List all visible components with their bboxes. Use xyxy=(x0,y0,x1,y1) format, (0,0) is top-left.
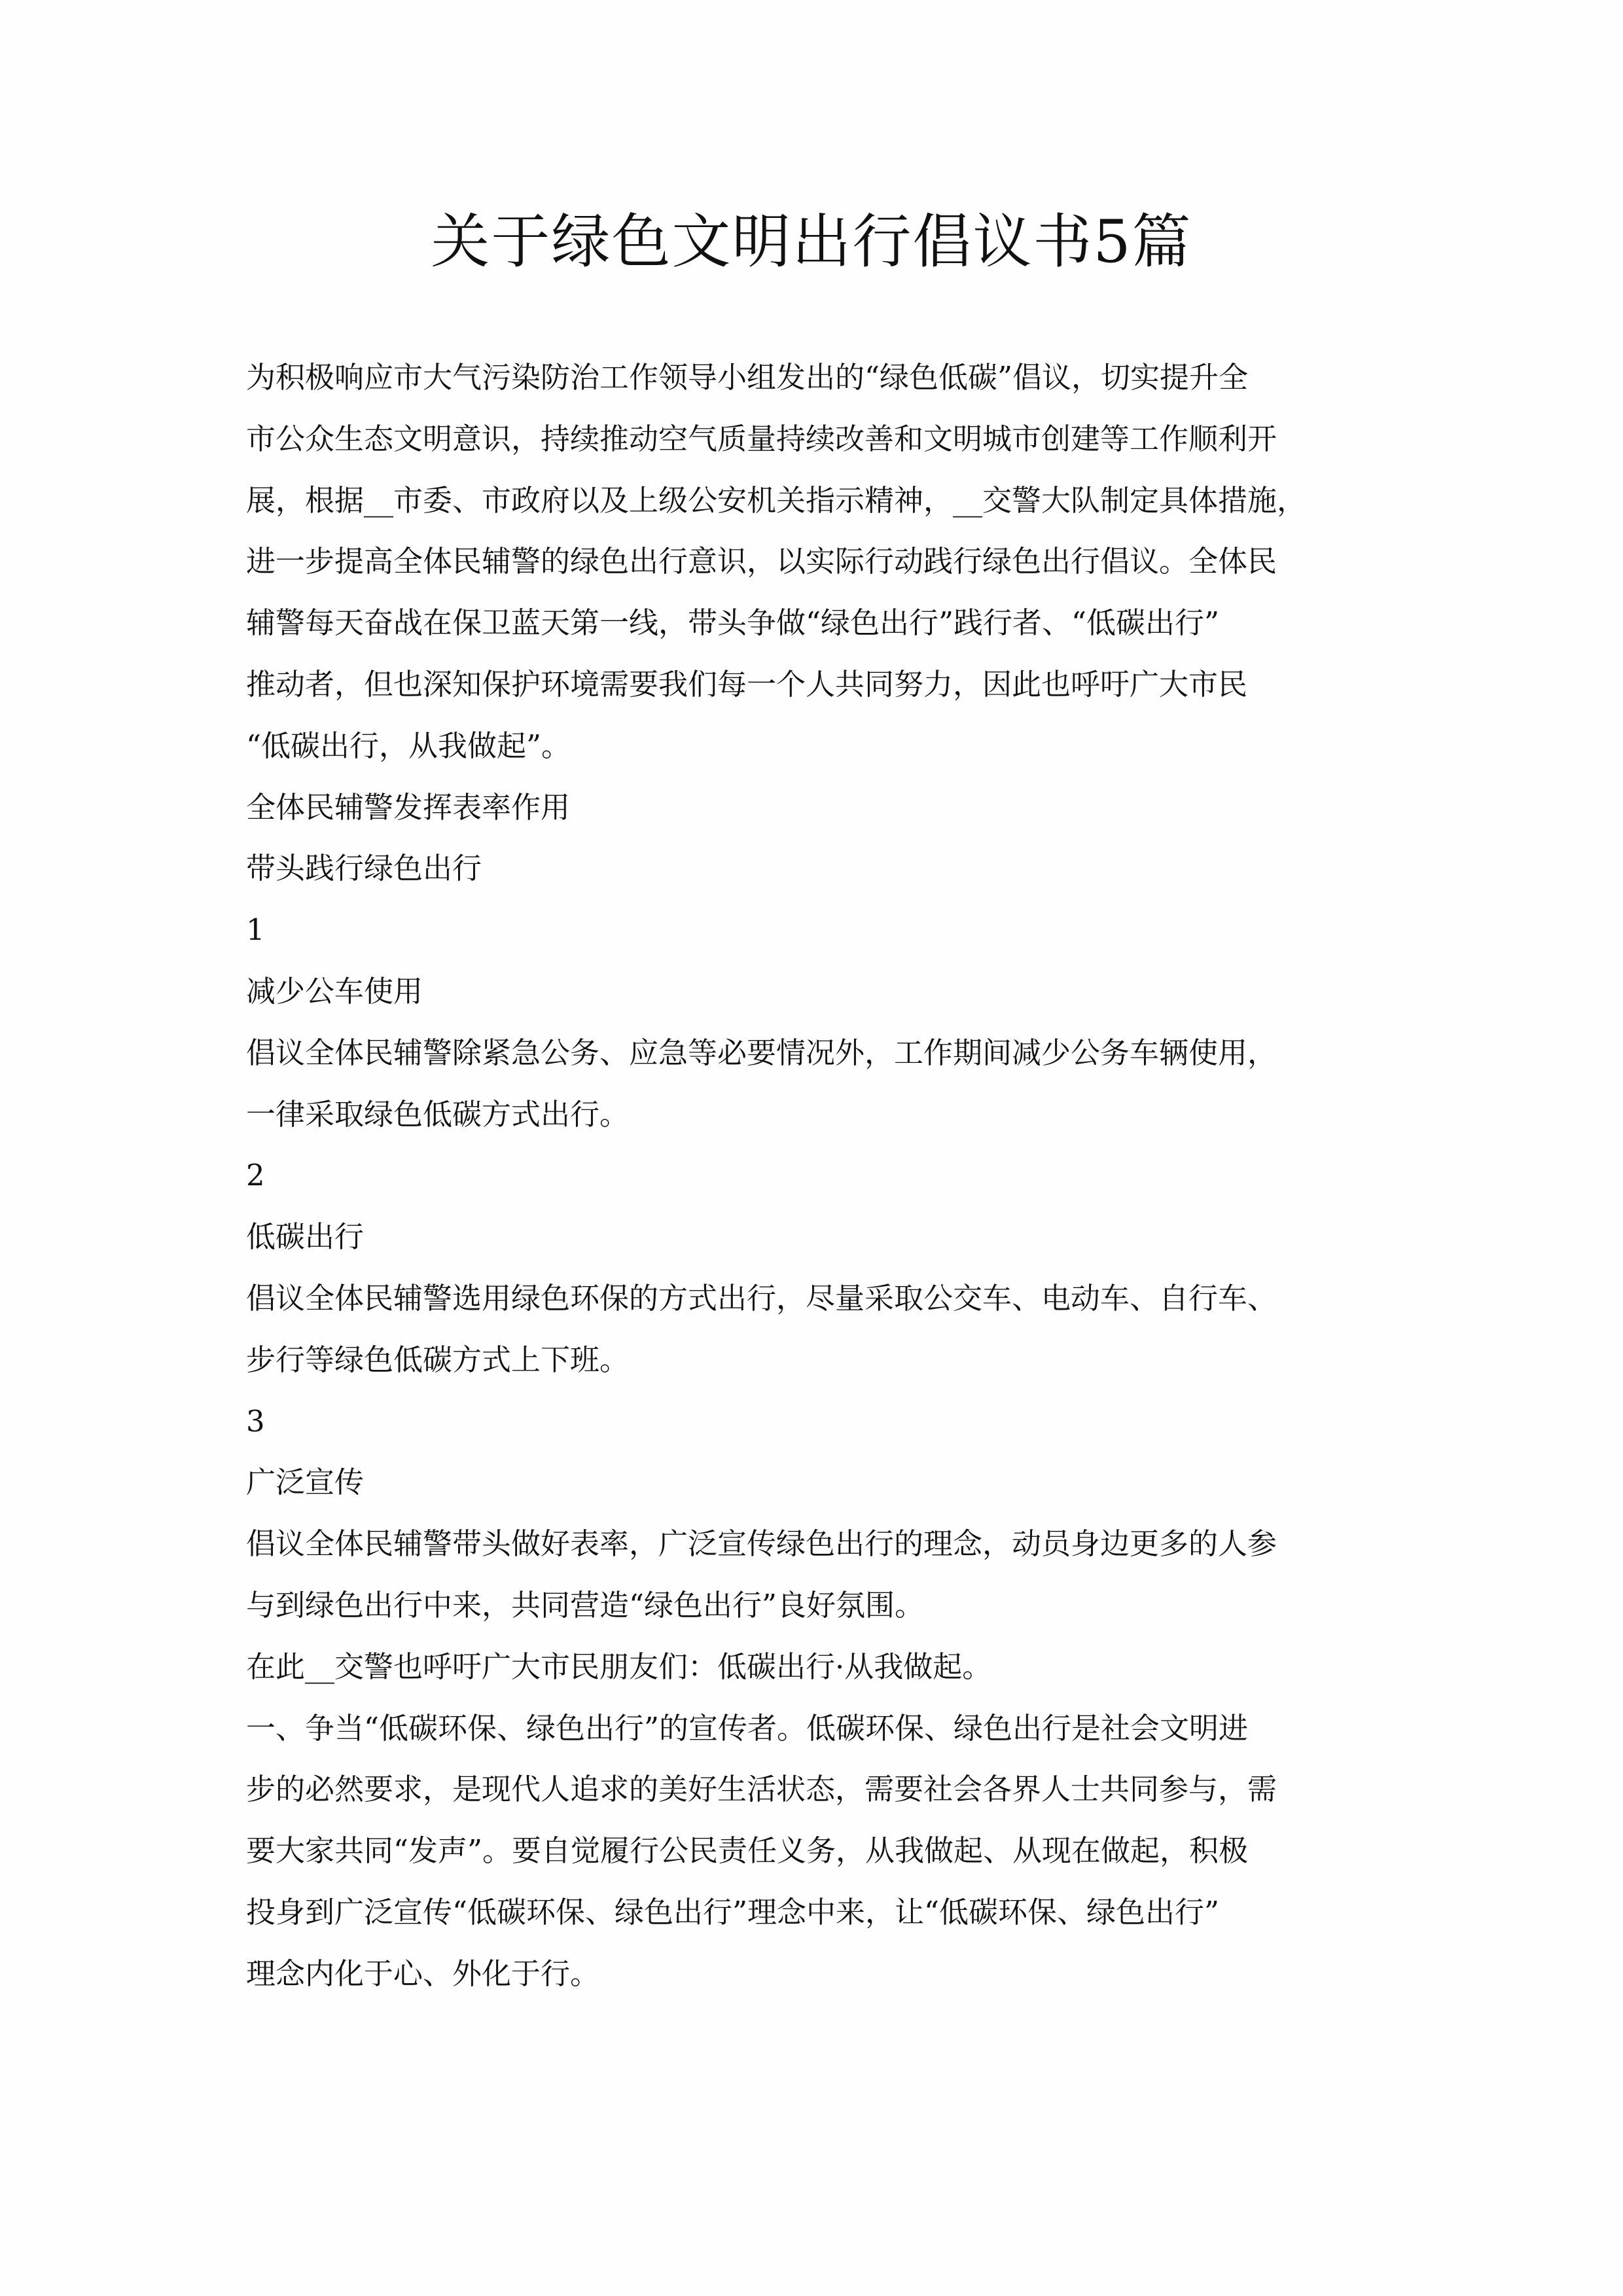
item-heading: 减少公车使用 xyxy=(246,973,423,1009)
paragraph-line: 与到绿色出行中来，共同营造“绿色出行”良好氛围。 xyxy=(246,1587,925,1623)
paragraph-line: “低碳出行，从我做起”。 xyxy=(246,728,571,763)
item-heading: 低碳出行 xyxy=(246,1219,365,1255)
document-body xyxy=(246,347,1391,2005)
document-title: 关于绿色文明出行倡议书5篇 xyxy=(431,207,1192,276)
item-number: 3 xyxy=(246,1403,265,1439)
paragraph-line: 进一步提高全体民辅警的绿色出行意识，以实际行动践行绿色出行倡议。全体民 xyxy=(246,544,1277,579)
section-subheading: 带头践行绿色出行 xyxy=(246,851,482,886)
paragraph-line: 投身到广泛宣传“低碳环保、绿色出行”理念中来，让“低碳环保、绿色出行” xyxy=(246,1894,1220,1929)
paragraph-line: 在此__交警也呼吁广大市民朋友们：低碳出行·从我做起。 xyxy=(246,1649,992,1684)
item-heading: 广泛宣传 xyxy=(246,1465,365,1500)
item-number: 1 xyxy=(246,912,265,948)
paragraph-line: 倡议全体民辅警带头做好表率，广泛宣传绿色出行的理念，动员身边更多的人参 xyxy=(246,1526,1277,1562)
paragraph-line: 理念内化于心、外化于行。 xyxy=(246,1956,600,1991)
paragraph-line: 辅警每天奋战在保卫蓝天第一线，带头争做“绿色出行”践行者、“低碳出行” xyxy=(246,605,1220,641)
section-heading: 全体民辅警发挥表率作用 xyxy=(246,789,571,825)
paragraph-line: 一律采取绿色低碳方式出行。 xyxy=(246,1096,630,1132)
paragraph-line: 为积极响应市大气污染防治工作领导小组发出的“绿色低碳”倡议，切实提升全 xyxy=(246,360,1249,395)
paragraph-line: 要大家共同“发声”。要自觉履行公民责任义务，从我做起、从现在做起，积极 xyxy=(246,1833,1249,1869)
paragraph-line: 市公众生态文明意识，持续推动空气质量持续改善和文明城市创建等工作顺利开 xyxy=(246,421,1277,456)
paragraph-line: 倡议全体民辅警选用绿色环保的方式出行，尽量采取公交车、电动车、自行车、 xyxy=(246,1280,1277,1316)
paragraph-line: 一、争当“低碳环保、绿色出行”的宣传者。低碳环保、绿色出行是社会文明进 xyxy=(246,1710,1249,1746)
item-number: 2 xyxy=(246,1158,265,1193)
paragraph-line: 倡议全体民辅警除紧急公务、应急等必要情况外，工作期间减少公务车辆使用， xyxy=(246,1035,1277,1070)
paragraph-line: 展，根据__市委、市政府以及上级公安机关指示精神，__交警大队制定具体措施， xyxy=(246,482,1307,518)
paragraph-line: 步的必然要求，是现代人追求的美好生活状态，需要社会各界人士共同参与，需 xyxy=(246,1772,1277,1807)
paragraph-line: 步行等绿色低碳方式上下班。 xyxy=(246,1342,630,1377)
paragraph-line: 推动者，但也深知保护环境需要我们每一个人共同努力，因此也呼吁广大市民 xyxy=(246,666,1248,702)
